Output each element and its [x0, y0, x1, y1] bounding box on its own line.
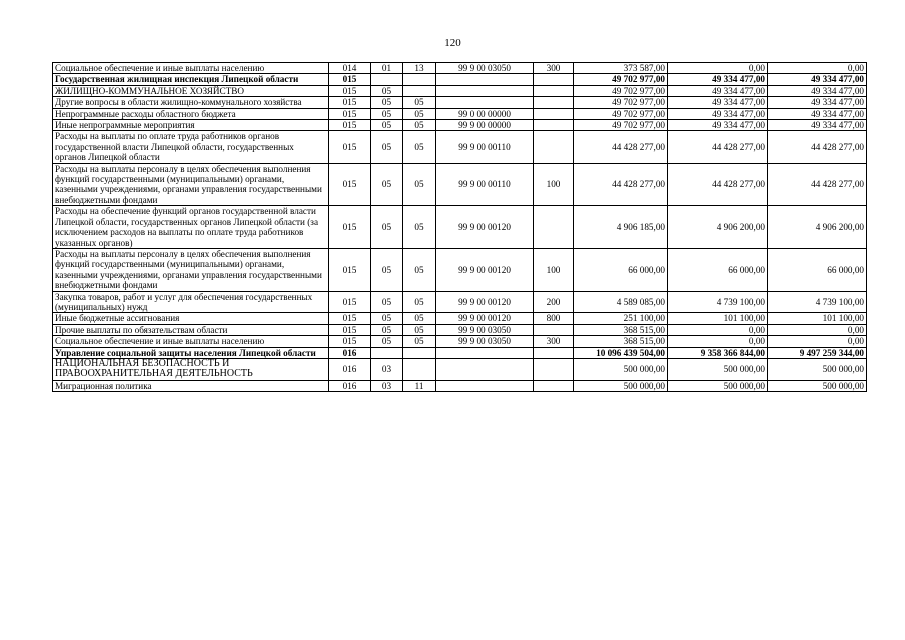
table-row — [53, 248, 867, 291]
expense-type-code — [534, 120, 574, 131]
amount-year-2: 49 334 477,00 — [668, 108, 768, 119]
target-article-code: 99 9 00 03050 — [436, 336, 534, 347]
ministry-code: 016 — [329, 380, 371, 391]
amount-year-2: 49 334 477,00 — [668, 97, 768, 108]
amount-year-3: 0,00 — [768, 336, 867, 347]
amount-year-2: 101 100,00 — [668, 313, 768, 324]
amount-year-2: 49 334 477,00 — [668, 120, 768, 131]
target-article-code: 99 0 00 00000 — [436, 108, 534, 119]
amount-year-3: 44 428 277,00 — [768, 131, 867, 163]
target-article-code — [436, 74, 534, 85]
table-row — [53, 120, 867, 131]
row-name: Миграционная политика — [53, 380, 329, 391]
amount-year-3: 49 334 477,00 — [768, 74, 867, 85]
table-row — [53, 380, 867, 391]
amount-year-2: 0,00 — [668, 63, 768, 74]
amount-year-1: 49 702 977,00 — [574, 108, 668, 119]
amount-year-1: 49 702 977,00 — [574, 120, 668, 131]
amount-year-3: 4 906 200,00 — [768, 206, 867, 249]
expense-type-code: 100 — [534, 248, 574, 291]
amount-year-1: 251 100,00 — [574, 313, 668, 324]
amount-year-2: 49 334 477,00 — [668, 74, 768, 85]
subsection-code: 05 — [403, 131, 436, 163]
subsection-code: 05 — [403, 163, 436, 206]
ministry-code: 015 — [329, 206, 371, 249]
expense-type-code — [534, 85, 574, 96]
page-number: 120 — [444, 37, 461, 49]
amount-year-1: 49 702 977,00 — [574, 85, 668, 96]
amount-year-1: 368 515,00 — [574, 336, 668, 347]
section-code: 03 — [371, 380, 403, 391]
row-name: Непрограммные расходы областного бюджета — [53, 108, 329, 119]
ministry-code: 016 — [329, 358, 371, 380]
expense-type-code — [534, 347, 574, 358]
subsection-code: 05 — [403, 324, 436, 335]
amount-year-1: 4 589 085,00 — [574, 291, 668, 313]
amount-year-2: 500 000,00 — [668, 380, 768, 391]
table-row — [53, 347, 867, 358]
target-article-code: 99 9 00 00120 — [436, 206, 534, 249]
section-code: 05 — [371, 120, 403, 131]
row-name: Расходы на выплаты персоналу в целях обеспечения выполнения функций государственными (муниципальными) органами, казенными учреждениями, органами управления государственными внебюджетными фондами — [53, 163, 329, 206]
ministry-code: 015 — [329, 163, 371, 206]
amount-year-3: 44 428 277,00 — [768, 163, 867, 206]
expense-type-code — [534, 131, 574, 163]
amount-year-3: 49 334 477,00 — [768, 85, 867, 96]
amount-year-3: 500 000,00 — [768, 380, 867, 391]
row-name: Другие вопросы в области жилищно-коммунального хозяйства — [53, 97, 329, 108]
subsection-code: 13 — [403, 63, 436, 74]
table-row — [53, 324, 867, 335]
subsection-code: 11 — [403, 380, 436, 391]
section-code: 05 — [371, 206, 403, 249]
subsection-code: 05 — [403, 97, 436, 108]
amount-year-3: 4 739 100,00 — [768, 291, 867, 313]
amount-year-3: 101 100,00 — [768, 313, 867, 324]
row-name: Расходы на обеспечение функций органов государственной власти Липецкой области, государственных органов Липецкой области (за исключением расходов на выплаты по оплате труда работников указанных органов) — [53, 206, 329, 249]
ministry-code: 015 — [329, 336, 371, 347]
ministry-code: 014 — [329, 63, 371, 74]
amount-year-2: 4 906 200,00 — [668, 206, 768, 249]
amount-year-1: 44 428 277,00 — [574, 163, 668, 206]
row-name: Государственная жилищная инспекция Липецкой области — [53, 74, 329, 85]
table-row — [53, 163, 867, 206]
row-name: Закупка товаров, работ и услуг для обеспечения государственных (муниципальных) нужд — [53, 291, 329, 313]
subsection-code — [403, 74, 436, 85]
target-article-code — [436, 85, 534, 96]
subsection-code: 05 — [403, 313, 436, 324]
expense-type-code — [534, 358, 574, 380]
target-article-code: 99 9 00 03050 — [436, 63, 534, 74]
target-article-code — [436, 380, 534, 391]
amount-year-1: 49 702 977,00 — [574, 97, 668, 108]
target-article-code: 99 9 00 00120 — [436, 313, 534, 324]
section-code: 01 — [371, 63, 403, 74]
ministry-code: 015 — [329, 324, 371, 335]
expense-type-code — [534, 97, 574, 108]
amount-year-3: 49 334 477,00 — [768, 97, 867, 108]
section-code: 05 — [371, 336, 403, 347]
expense-type-code: 100 — [534, 163, 574, 206]
ministry-code: 016 — [329, 347, 371, 358]
target-article-code — [436, 347, 534, 358]
amount-year-1: 10 096 439 504,00 — [574, 347, 668, 358]
table-row — [53, 336, 867, 347]
amount-year-1: 368 515,00 — [574, 324, 668, 335]
target-article-code: 99 9 00 03050 — [436, 324, 534, 335]
subsection-code — [403, 358, 436, 380]
expense-type-code: 300 — [534, 63, 574, 74]
ministry-code: 015 — [329, 97, 371, 108]
section-code: 03 — [371, 358, 403, 380]
section-code: 05 — [371, 324, 403, 335]
subsection-code: 05 — [403, 248, 436, 291]
expense-type-code: 200 — [534, 291, 574, 313]
amount-year-1: 66 000,00 — [574, 248, 668, 291]
expense-type-code: 300 — [534, 336, 574, 347]
subsection-code — [403, 347, 436, 358]
row-name: Расходы на выплаты по оплате труда работников органов государственной власти Липецкой области, государственных органов Липецкой области — [53, 131, 329, 163]
amount-year-1: 500 000,00 — [574, 358, 668, 380]
section-code: 05 — [371, 163, 403, 206]
amount-year-1: 44 428 277,00 — [574, 131, 668, 163]
row-name: Иные непрограммные мероприятия — [53, 120, 329, 131]
subsection-code: 05 — [403, 120, 436, 131]
table-row — [53, 74, 867, 85]
target-article-code: 99 9 00 00110 — [436, 163, 534, 206]
section-code: 05 — [371, 131, 403, 163]
amount-year-2: 44 428 277,00 — [668, 163, 768, 206]
subsection-code — [403, 85, 436, 96]
amount-year-2: 49 334 477,00 — [668, 85, 768, 96]
expense-type-code — [534, 74, 574, 85]
ministry-code: 015 — [329, 108, 371, 119]
subsection-code: 05 — [403, 291, 436, 313]
table-row — [53, 85, 867, 96]
table-row — [53, 313, 867, 324]
section-code: 05 — [371, 313, 403, 324]
row-name: НАЦИОНАЛЬНАЯ БЕЗОПАСНОСТЬ И ПРАВООХРАНИТЕЛЬНАЯ ДЕЯТЕЛЬНОСТЬ — [53, 358, 329, 380]
table-row — [53, 108, 867, 119]
table-row — [53, 63, 867, 74]
row-name: Управление социальной защиты населения Липецкой области — [53, 347, 329, 358]
expense-type-code — [534, 206, 574, 249]
table-row — [53, 206, 867, 249]
ministry-code: 015 — [329, 120, 371, 131]
ministry-code: 015 — [329, 74, 371, 85]
amount-year-2: 0,00 — [668, 336, 768, 347]
section-code — [371, 74, 403, 85]
amount-year-1: 49 702 977,00 — [574, 74, 668, 85]
ministry-code: 015 — [329, 248, 371, 291]
amount-year-3: 500 000,00 — [768, 358, 867, 380]
target-article-code: 99 9 00 00120 — [436, 291, 534, 313]
amount-year-2: 4 739 100,00 — [668, 291, 768, 313]
table-row — [53, 97, 867, 108]
amount-year-3: 9 497 259 344,00 — [768, 347, 867, 358]
subsection-code: 05 — [403, 206, 436, 249]
section-code: 05 — [371, 85, 403, 96]
budget-table — [52, 62, 867, 392]
ministry-code: 015 — [329, 313, 371, 324]
expense-type-code — [534, 324, 574, 335]
table-row — [53, 131, 867, 163]
subsection-code: 05 — [403, 336, 436, 347]
amount-year-2: 66 000,00 — [668, 248, 768, 291]
section-code: 05 — [371, 248, 403, 291]
subsection-code: 05 — [403, 108, 436, 119]
ministry-code: 015 — [329, 291, 371, 313]
target-article-code — [436, 97, 534, 108]
amount-year-3: 0,00 — [768, 63, 867, 74]
section-code: 05 — [371, 291, 403, 313]
table-row — [53, 358, 867, 380]
amount-year-3: 49 334 477,00 — [768, 108, 867, 119]
table-row — [53, 291, 867, 313]
expense-type-code: 800 — [534, 313, 574, 324]
ministry-code: 015 — [329, 85, 371, 96]
target-article-code: 99 9 00 00120 — [436, 248, 534, 291]
target-article-code: 99 9 00 00110 — [436, 131, 534, 163]
amount-year-2: 0,00 — [668, 324, 768, 335]
amount-year-2: 44 428 277,00 — [668, 131, 768, 163]
section-code: 05 — [371, 108, 403, 119]
ministry-code: 015 — [329, 131, 371, 163]
row-name: Социальное обеспечение и иные выплаты населению — [53, 63, 329, 74]
row-name: Прочие выплаты по обязательствам области — [53, 324, 329, 335]
amount-year-1: 373 587,00 — [574, 63, 668, 74]
expense-type-code — [534, 380, 574, 391]
row-name: ЖИЛИЩНО-КОММУНАЛЬНОЕ ХОЗЯЙСТВО — [53, 85, 329, 96]
amount-year-1: 500 000,00 — [574, 380, 668, 391]
amount-year-2: 500 000,00 — [668, 358, 768, 380]
section-code — [371, 347, 403, 358]
row-name: Социальное обеспечение и иные выплаты населению — [53, 336, 329, 347]
row-name: Иные бюджетные ассигнования — [53, 313, 329, 324]
amount-year-3: 0,00 — [768, 324, 867, 335]
amount-year-3: 66 000,00 — [768, 248, 867, 291]
amount-year-1: 4 906 185,00 — [574, 206, 668, 249]
amount-year-2: 9 358 366 844,00 — [668, 347, 768, 358]
row-name: Расходы на выплаты персоналу в целях обеспечения выполнения функций государственными (муниципальными) органами, казенными учреждениями, органами управления государственными внебюджетными фондами — [53, 248, 329, 291]
target-article-code — [436, 358, 534, 380]
section-code: 05 — [371, 97, 403, 108]
target-article-code: 99 9 00 00000 — [436, 120, 534, 131]
expense-type-code — [534, 108, 574, 119]
amount-year-3: 49 334 477,00 — [768, 120, 867, 131]
table-body — [53, 63, 867, 392]
